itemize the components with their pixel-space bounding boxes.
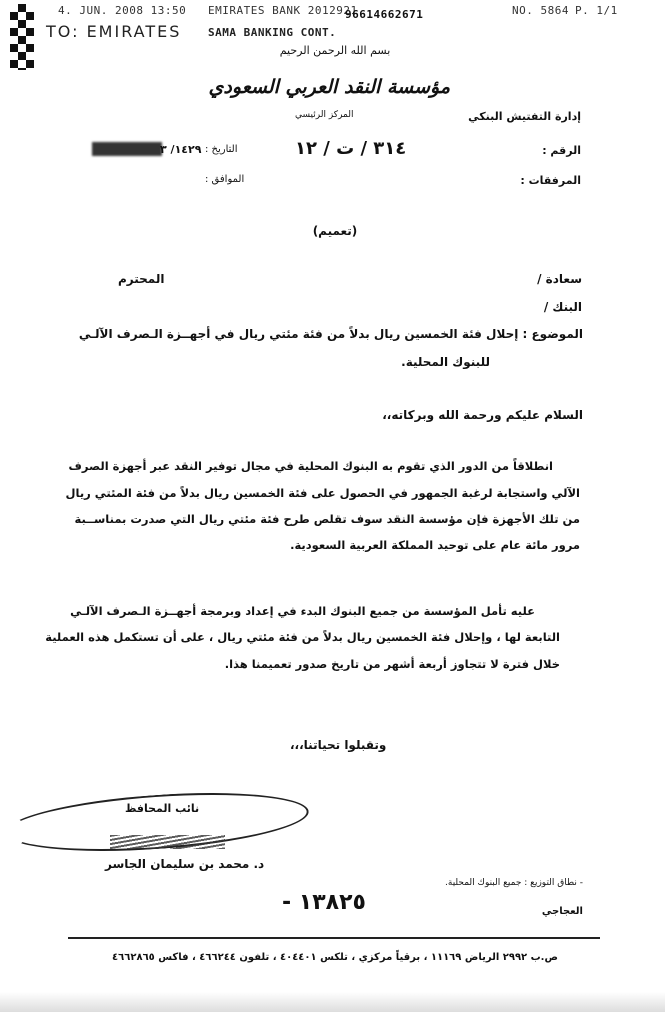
department: إدارة التفتيش البنكي — [468, 110, 581, 123]
date-value: ١٤٢٩/ ٣ — [160, 143, 202, 156]
fax-from: SAMA BANKING CONT. — [208, 26, 337, 39]
stamp-number: ١٣٨٢٥ - — [282, 890, 366, 915]
organization-name: مؤسسة النقد العربي السعودي — [208, 76, 450, 98]
document-type: (تعميم) — [312, 224, 358, 238]
corresponding-label: الموافق : — [205, 174, 245, 185]
fax-page: P. 1/1 — [575, 4, 618, 17]
fax-datetime: 4. JUN. 2008 13:50 — [58, 4, 187, 17]
signatory-title: نائب المحافظ — [125, 802, 200, 815]
bank-line: البنك / — [543, 300, 582, 314]
paragraph2-line: التابعة لها ، وإحلال فئة الخمسين ريال بدلاً من فئة مئتي ريال ، على أن تستكمل هذه العملية — [45, 630, 560, 644]
fax-to: TO: EMIRATES — [46, 22, 182, 41]
attachments-label: المرفقات : — [520, 174, 581, 187]
fax-header-mark — [10, 4, 34, 70]
initials: العجاجي — [541, 906, 583, 917]
basmala: بسم الله الرحمن الرحيم — [279, 44, 391, 57]
paragraph2-line: خلال فترة لا تتجاوز أربعة أشهر من تاريخ صدور تعميمنا هذا. — [224, 657, 560, 671]
scan-edge — [0, 992, 665, 1012]
ref-label: الرقم : — [542, 144, 581, 157]
closing: وتقبلوا تحياتنا،،، — [290, 738, 387, 752]
paragraph1-line: الآلي واستجابة لرغبة الجمهور في الحصول على فئة الخمسين ريال بدلاً من فئة المئتي ريال — [65, 486, 580, 500]
fax-number: 96614662671 — [345, 8, 424, 21]
fax-sender: EMIRATES BANK 2012921 — [208, 4, 358, 17]
distribution: - نطاق التوزيع : جميع البنوك المحلية. — [445, 878, 583, 888]
honorific: المحترم — [118, 272, 165, 286]
subject-line-2: للبنوك المحلية. — [401, 355, 490, 369]
paragraph2-line: عليه تأمل المؤسسة من جميع البنوك البدء في إعداد وبرمجة أجهــزة الـصرف الآلـي — [70, 604, 535, 618]
addressee: سعادة / — [537, 272, 582, 286]
signatory-name: د. محمد بن سليمان الجاسر — [105, 857, 265, 871]
paragraph1-line: انطلاقاً من الدور الذي تقوم به البنوك المحلية في مجال توفير النقد عبر أجهزة الصرف — [68, 459, 553, 473]
date-redaction — [92, 142, 162, 156]
footer-address: ص.ب ٢٩٩٢ الرياض ١١١٦٩ ، برقياً مركزي ، تلكس ٤٠٤٤٠١ ، تلفون ٤٦٦٢٤٤ ، فاكس ٤٦٦٢٨٦٥ — [112, 952, 558, 963]
subject-line: الموضوع : إحلال فئة الخمسين ريال بدلاً من فئة مئتي ريال في أجهــزة الـصرف الآلـي — [78, 327, 583, 341]
date-label: التاريخ : — [205, 144, 238, 155]
office: المركز الرئيسي — [295, 110, 354, 120]
paragraph1-line: مرور مائة عام على توحيد المملكة العربية السعودية. — [290, 538, 580, 552]
greeting: السلام عليكم ورحمة الله وبركاته،، — [382, 408, 583, 422]
ref-value: ٣١٤ / ت / ١٢ — [295, 138, 407, 159]
fax-page-no: NO. 5864 — [512, 4, 569, 17]
paragraph1-line: من تلك الأجهزة فإن مؤسسة النقد سوف تقلص طرح فئة مئتي ريال التي صدرت بمناســبة — [74, 512, 580, 526]
footer-divider — [68, 937, 600, 939]
signature — [110, 835, 225, 849]
